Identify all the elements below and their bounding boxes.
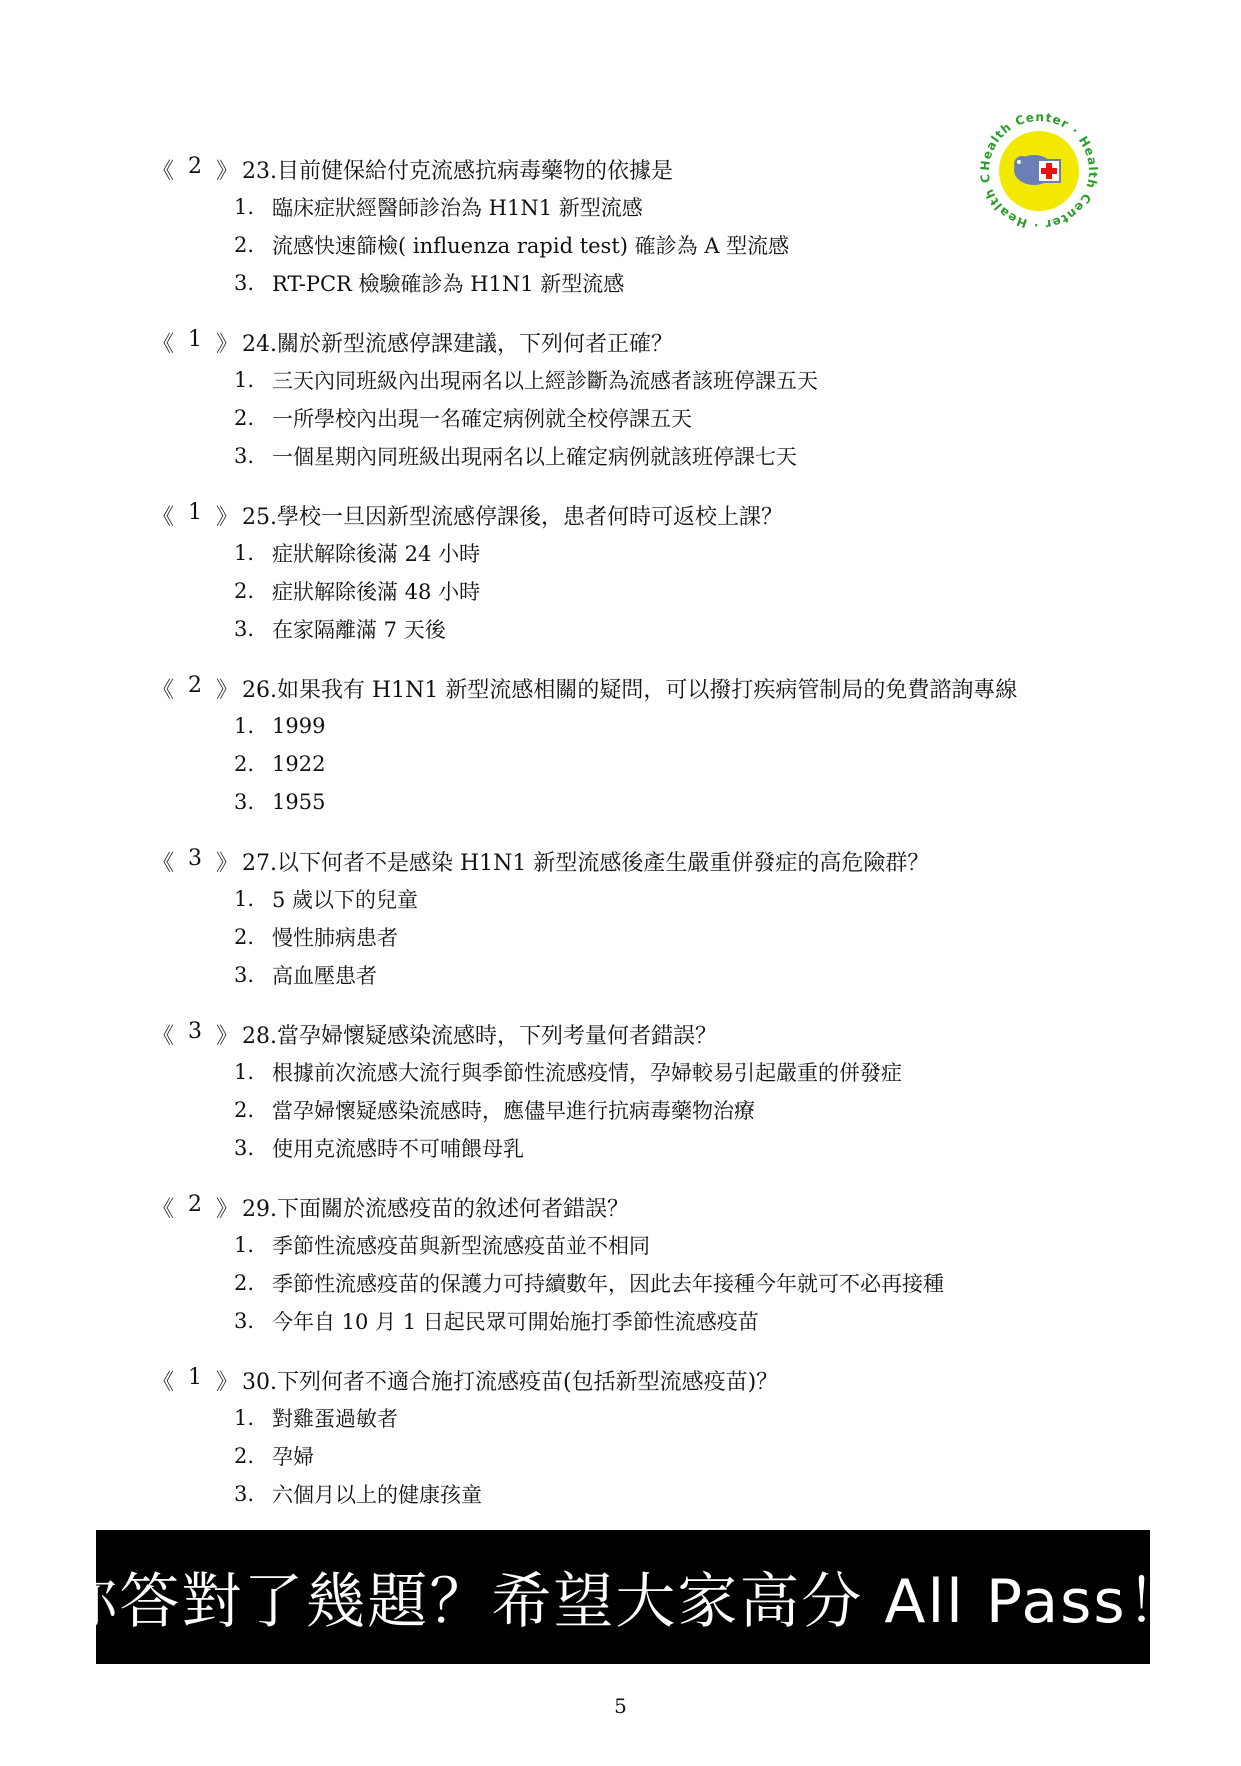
- option-item: [234, 1091, 1112, 1129]
- question-text: 23.目前健保給付克流感抗病毒藥物的依據是: [242, 158, 673, 184]
- option-item: [234, 783, 1112, 821]
- option-number: 3.: [234, 617, 255, 641]
- question-line: [152, 150, 1112, 188]
- bracket-close: 》: [215, 158, 238, 184]
- banner-text: 你答對了幾題？希望大家高分 All Pass！: [57, 1567, 1189, 1637]
- answer-bracket: [152, 846, 238, 877]
- option-number: 2.: [234, 406, 255, 430]
- option-text: 一所學校內出現一名確定病例就全校停課五天: [272, 407, 692, 431]
- option-text: 1922: [272, 752, 326, 776]
- option-text: 症狀解除後滿 48 小時: [272, 580, 481, 604]
- option-number: 3.: [234, 1482, 255, 1506]
- option-list: [152, 188, 1112, 302]
- option-number: 1.: [234, 368, 255, 392]
- option-text: 季節性流感疫苗的保護力可持續數年，因此去年接種今年就可不必再接種: [272, 1272, 944, 1296]
- option-text: 孕婦: [272, 1445, 314, 1469]
- option-item: [234, 264, 1112, 302]
- option-number: 2.: [234, 1444, 255, 1468]
- answer-bracket: [152, 327, 238, 358]
- option-number: 3.: [234, 271, 255, 295]
- option-text: 1999: [272, 714, 326, 738]
- question-item: [152, 496, 1112, 648]
- option-text: 當孕婦懷疑感染流感時，應儘早進行抗病毒藥物治療: [272, 1099, 755, 1123]
- bracket-open: 《: [152, 158, 175, 184]
- option-text: 高血壓患者: [272, 964, 377, 988]
- bracket-open: 《: [152, 677, 175, 703]
- answer-number: 1: [188, 1364, 202, 1390]
- question-line: [152, 496, 1112, 534]
- option-number: 3.: [234, 444, 255, 468]
- option-text: 三天內同班級內出現兩名以上經診斷為流感者該班停課五天: [272, 369, 818, 393]
- option-item: [234, 437, 1112, 475]
- option-item: [234, 534, 1112, 572]
- option-number: 3.: [234, 1136, 255, 1160]
- logo-ring-text: Health Center · Health Center · Health C: [977, 109, 1101, 233]
- option-number: 3.: [234, 1309, 255, 1333]
- question-line: [152, 1015, 1112, 1053]
- option-item: [234, 1264, 1112, 1302]
- option-number: 2.: [234, 579, 255, 603]
- option-text: 季節性流感疫苗與新型流感疫苗並不相同: [272, 1234, 650, 1258]
- answer-bracket: [152, 1192, 238, 1223]
- option-number: 1.: [234, 1406, 255, 1430]
- question-item: [152, 150, 1112, 302]
- option-item: [234, 1302, 1112, 1340]
- bracket-open: 《: [152, 1369, 175, 1395]
- answer-number: 3: [188, 1018, 202, 1044]
- option-item: [234, 956, 1112, 994]
- option-text: 使用克流感時不可哺餵母乳: [272, 1137, 524, 1161]
- answer-number: 2: [188, 153, 202, 179]
- question-line: [152, 669, 1112, 707]
- option-number: 2.: [234, 925, 255, 949]
- option-item: [234, 610, 1112, 648]
- closing-banner: [57, 1530, 1189, 1664]
- option-number: 2.: [234, 1098, 255, 1122]
- option-list: [152, 1226, 1112, 1340]
- question-text: 28.當孕婦懷疑感染流感時，下列考量何者錯誤？: [242, 1023, 717, 1049]
- option-list: [152, 1053, 1112, 1167]
- option-text: 1955: [272, 790, 326, 814]
- option-number: 3.: [234, 790, 255, 814]
- option-text: 對雞蛋過敏者: [272, 1407, 398, 1431]
- bracket-open: 《: [152, 504, 175, 530]
- question-line: [152, 842, 1112, 880]
- answer-bracket: [152, 1365, 238, 1396]
- option-item: [234, 1053, 1112, 1091]
- bracket-close: 》: [215, 1196, 238, 1222]
- option-number: 1.: [234, 541, 255, 565]
- option-item: [234, 572, 1112, 610]
- answer-number: 3: [188, 845, 202, 871]
- option-item: [234, 745, 1112, 783]
- question-item: [152, 842, 1112, 994]
- answer-bracket: [152, 154, 238, 185]
- option-item: [234, 226, 1112, 264]
- question-item: [152, 1015, 1112, 1167]
- option-list: [152, 880, 1112, 994]
- option-list: [152, 1399, 1112, 1513]
- answer-number: 1: [188, 326, 202, 352]
- page-number: 5: [614, 1694, 627, 1718]
- option-item: [234, 1226, 1112, 1264]
- option-text: 症狀解除後滿 24 小時: [272, 542, 481, 566]
- option-item: [234, 918, 1112, 956]
- bracket-close: 》: [215, 1369, 238, 1395]
- option-item: [234, 1129, 1112, 1167]
- option-number: 1.: [234, 195, 255, 219]
- bracket-close: 》: [215, 850, 238, 876]
- question-line: [152, 323, 1112, 361]
- question-line: [152, 1188, 1112, 1226]
- option-item: [234, 1437, 1112, 1475]
- bracket-open: 《: [152, 331, 175, 357]
- answer-number: 2: [188, 1191, 202, 1217]
- answer-number: 1: [188, 499, 202, 525]
- option-item: [234, 707, 1112, 745]
- question-item: [152, 1361, 1112, 1513]
- option-text: 在家隔離滿 7 天後: [272, 618, 446, 642]
- option-item: [234, 1399, 1112, 1437]
- option-text: RT-PCR 檢驗確診為 H1N1 新型流感: [272, 272, 625, 296]
- option-list: [152, 361, 1112, 475]
- bracket-close: 》: [215, 1023, 238, 1049]
- question-text: 29.下面關於流感疫苗的敘述何者錯誤？: [242, 1196, 629, 1222]
- option-text: 慢性肺病患者: [272, 926, 398, 950]
- option-item: [234, 1475, 1112, 1513]
- question-text: 27.以下何者不是感染 H1N1 新型流感後產生嚴重併發症的高危險群？: [242, 850, 930, 876]
- option-list: [152, 707, 1112, 821]
- bracket-open: 《: [152, 1196, 175, 1222]
- bracket-close: 》: [215, 677, 238, 703]
- bracket-open: 《: [152, 1023, 175, 1049]
- option-text: 六個月以上的健康孩童: [272, 1483, 482, 1507]
- question-line: [152, 1361, 1112, 1399]
- option-text: 流感快速篩檢( influenza rapid test) 確診為 A 型流感: [272, 234, 790, 258]
- option-list: [152, 534, 1112, 648]
- bracket-close: 》: [215, 504, 238, 530]
- question-item: [152, 1188, 1112, 1340]
- option-number: 1.: [234, 1060, 255, 1084]
- answer-number: 2: [188, 672, 202, 698]
- option-number: 1.: [234, 1233, 255, 1257]
- option-text: 根據前次流感大流行與季節性流感疫情，孕婦較易引起嚴重的併發症: [272, 1061, 902, 1085]
- question-text: 30.下列何者不適合施打流感疫苗(包括新型流感疫苗)？: [242, 1369, 779, 1395]
- option-number: 2.: [234, 752, 255, 776]
- option-number: 2.: [234, 1271, 255, 1295]
- answer-bracket: [152, 500, 238, 531]
- bracket-close: 》: [215, 331, 238, 357]
- option-number: 1.: [234, 714, 255, 738]
- option-number: 1.: [234, 887, 255, 911]
- option-item: [234, 361, 1112, 399]
- option-number: 2.: [234, 233, 255, 257]
- question-item: [152, 323, 1112, 475]
- option-text: 今年自 10 月 1 日起民眾可開始施打季節性流感疫苗: [272, 1310, 759, 1334]
- option-text: 5 歲以下的兒童: [272, 888, 419, 912]
- question-text: 26.如果我有 H1N1 新型流感相關的疑問，可以撥打疾病管制局的免費諮詢專線: [242, 677, 1018, 703]
- question-text: 24.關於新型流感停課建議，下列何者正確？: [242, 331, 673, 357]
- option-item: [234, 399, 1112, 437]
- question-text: 25.學校一旦因新型流感停課後，患者何時可返校上課？: [242, 504, 783, 530]
- option-number: 3.: [234, 963, 255, 987]
- answer-bracket: [152, 1019, 238, 1050]
- question-list: [152, 150, 1112, 1534]
- option-text: 一個星期內同班級出現兩名以上確定病例就該班停課七天: [272, 445, 797, 469]
- answer-bracket: [152, 673, 238, 704]
- option-item: [234, 880, 1112, 918]
- question-item: [152, 669, 1112, 821]
- option-text: 臨床症狀經醫師診治為 H1N1 新型流感: [272, 196, 643, 220]
- bracket-open: 《: [152, 850, 175, 876]
- option-item: [234, 188, 1112, 226]
